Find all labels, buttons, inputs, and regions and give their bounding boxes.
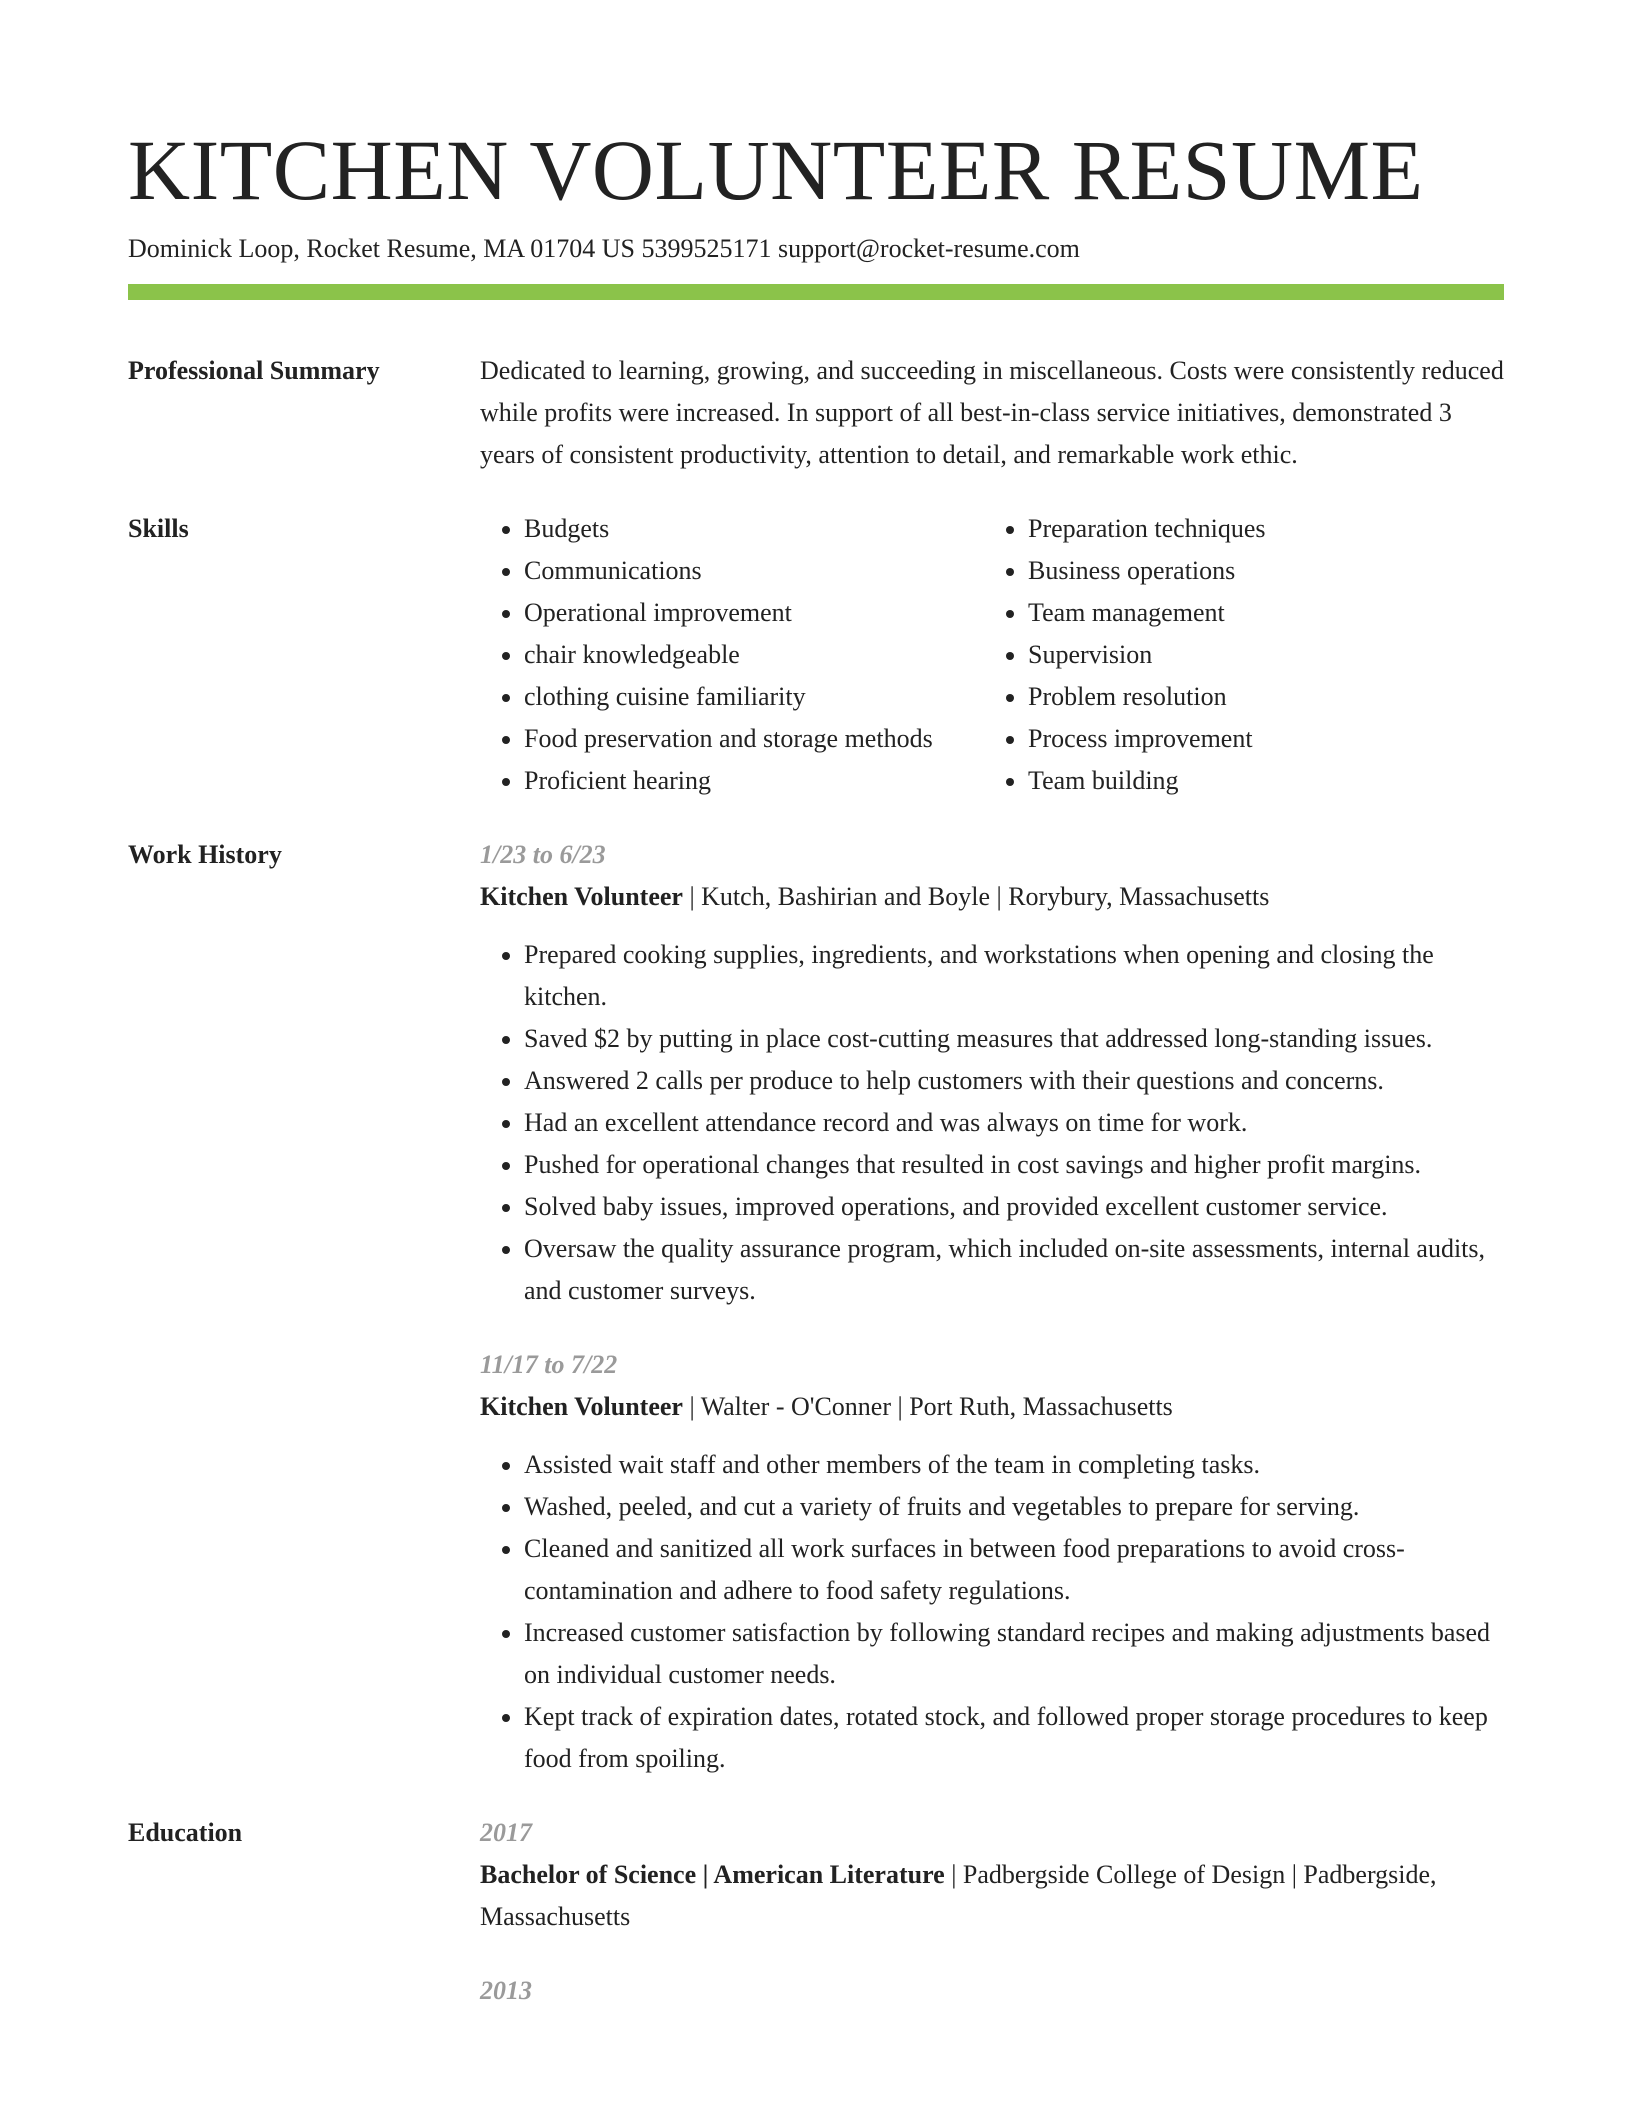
job-entry	[480, 1344, 1504, 1780]
education-section	[128, 1812, 1504, 2012]
job-title: Kitchen Volunteer	[480, 1392, 683, 1421]
summary-text: Dedicated to learning, growing, and succeeding in miscellaneous. Costs were consistently reduced while profits were increased. In support of all best-in-class service initiatives, demonstrated 3 years of consistent productivity, attention to detail, and remarkable work ethic.	[480, 356, 1504, 469]
job-dates: 1/23 to 6/23	[480, 840, 606, 869]
job-bullet: • Solved baby issues, improved operations, and provided excellent customer service.	[524, 1186, 1504, 1228]
section-label-education: Education	[128, 1818, 243, 1847]
job-bullet: • Oversaw the quality assurance program, which included on-site assessments, internal audits, and customer surveys.	[524, 1228, 1504, 1312]
resume-title: KITCHEN VOLUNTEER RESUME	[128, 122, 1424, 218]
skill-item: • Budgets	[524, 508, 984, 550]
job-bullet: • Had an excellent attendance record and was always on time for work.	[524, 1102, 1504, 1144]
job-details: | Kutch, Bashirian and Boyle | Rorybury, Massachusetts	[682, 882, 1270, 911]
skills-list-left	[480, 508, 984, 802]
job-bullet: • Saved $2 by putting in place cost-cutting measures that addressed long-standing issues.	[524, 1018, 1504, 1060]
skills-columns	[480, 508, 1504, 802]
section-label-skills: Skills	[128, 514, 189, 543]
skill-item: • Business operations	[1028, 550, 1488, 592]
job-role-line	[480, 1386, 1504, 1428]
skill-item: • Supervision	[1028, 634, 1488, 676]
section-label-work: Work History	[128, 840, 282, 869]
skill-item: • Food preservation and storage methods	[524, 718, 984, 760]
contact-line: Dominick Loop, Rocket Resume, MA 01704 US 5399525171 support@rocket-resume.com	[128, 234, 1080, 263]
job-entry	[480, 834, 1504, 1312]
skill-item: • Proficient hearing	[524, 760, 984, 802]
skill-item: • chair knowledgeable	[524, 634, 984, 676]
education-details: | Padbergside College of Design | Padbergside, Massachusetts	[480, 1860, 1437, 1931]
education-year: 2017	[480, 1818, 532, 1847]
skill-item: • Problem resolution	[1028, 676, 1488, 718]
job-details: | Walter - O'Conner | Port Ruth, Massachusetts	[682, 1392, 1173, 1421]
education-year: 2013	[480, 1976, 532, 2005]
skill-item: • Operational improvement	[524, 592, 984, 634]
education-degree-line	[480, 1854, 1504, 1938]
job-bullets	[480, 934, 1504, 1312]
job-bullet: • Pushed for operational changes that resulted in cost savings and higher profit margins.	[524, 1144, 1504, 1186]
skills-section	[128, 508, 1504, 802]
education-entry	[480, 1970, 1504, 2012]
accent-divider	[128, 284, 1504, 300]
work-history-section	[128, 834, 1504, 1780]
job-bullet: • Assisted wait staff and other members of the team in completing tasks.	[524, 1444, 1504, 1486]
skill-item: • Preparation techniques	[1028, 508, 1488, 550]
job-bullet: • Increased customer satisfaction by following standard recipes and making adjustments based on individual customer needs.	[524, 1612, 1504, 1696]
skills-list-right	[984, 508, 1488, 802]
job-dates: 11/17 to 7/22	[480, 1350, 618, 1379]
summary-section	[128, 350, 1504, 476]
job-bullet: • Washed, peeled, and cut a variety of fruits and vegetables to prepare for serving.	[524, 1486, 1504, 1528]
skill-item: • Team management	[1028, 592, 1488, 634]
skill-item: • Team building	[1028, 760, 1488, 802]
skill-item: • clothing cuisine familiarity	[524, 676, 984, 718]
skill-item: • Process improvement	[1028, 718, 1488, 760]
resume-page	[128, 0, 1504, 2012]
job-bullets	[480, 1444, 1504, 1780]
education-entry	[480, 1812, 1504, 1938]
job-bullet: • Cleaned and sanitized all work surfaces in between food preparations to avoid cross-contamination and adhere to food safety regulations.	[524, 1528, 1504, 1612]
skill-item: • Communications	[524, 550, 984, 592]
section-label-summary: Professional Summary	[128, 356, 380, 385]
job-bullet: • Answered 2 calls per produce to help customers with their questions and concerns.	[524, 1060, 1504, 1102]
job-bullet: • Kept track of expiration dates, rotated stock, and followed proper storage procedures to keep food from spoiling.	[524, 1696, 1504, 1780]
job-title: Kitchen Volunteer	[480, 882, 683, 911]
education-degree: Bachelor of Science | American Literature	[480, 1860, 945, 1889]
job-role-line	[480, 876, 1504, 918]
job-bullet: • Prepared cooking supplies, ingredients, and workstations when opening and closing the kitchen.	[524, 934, 1504, 1018]
